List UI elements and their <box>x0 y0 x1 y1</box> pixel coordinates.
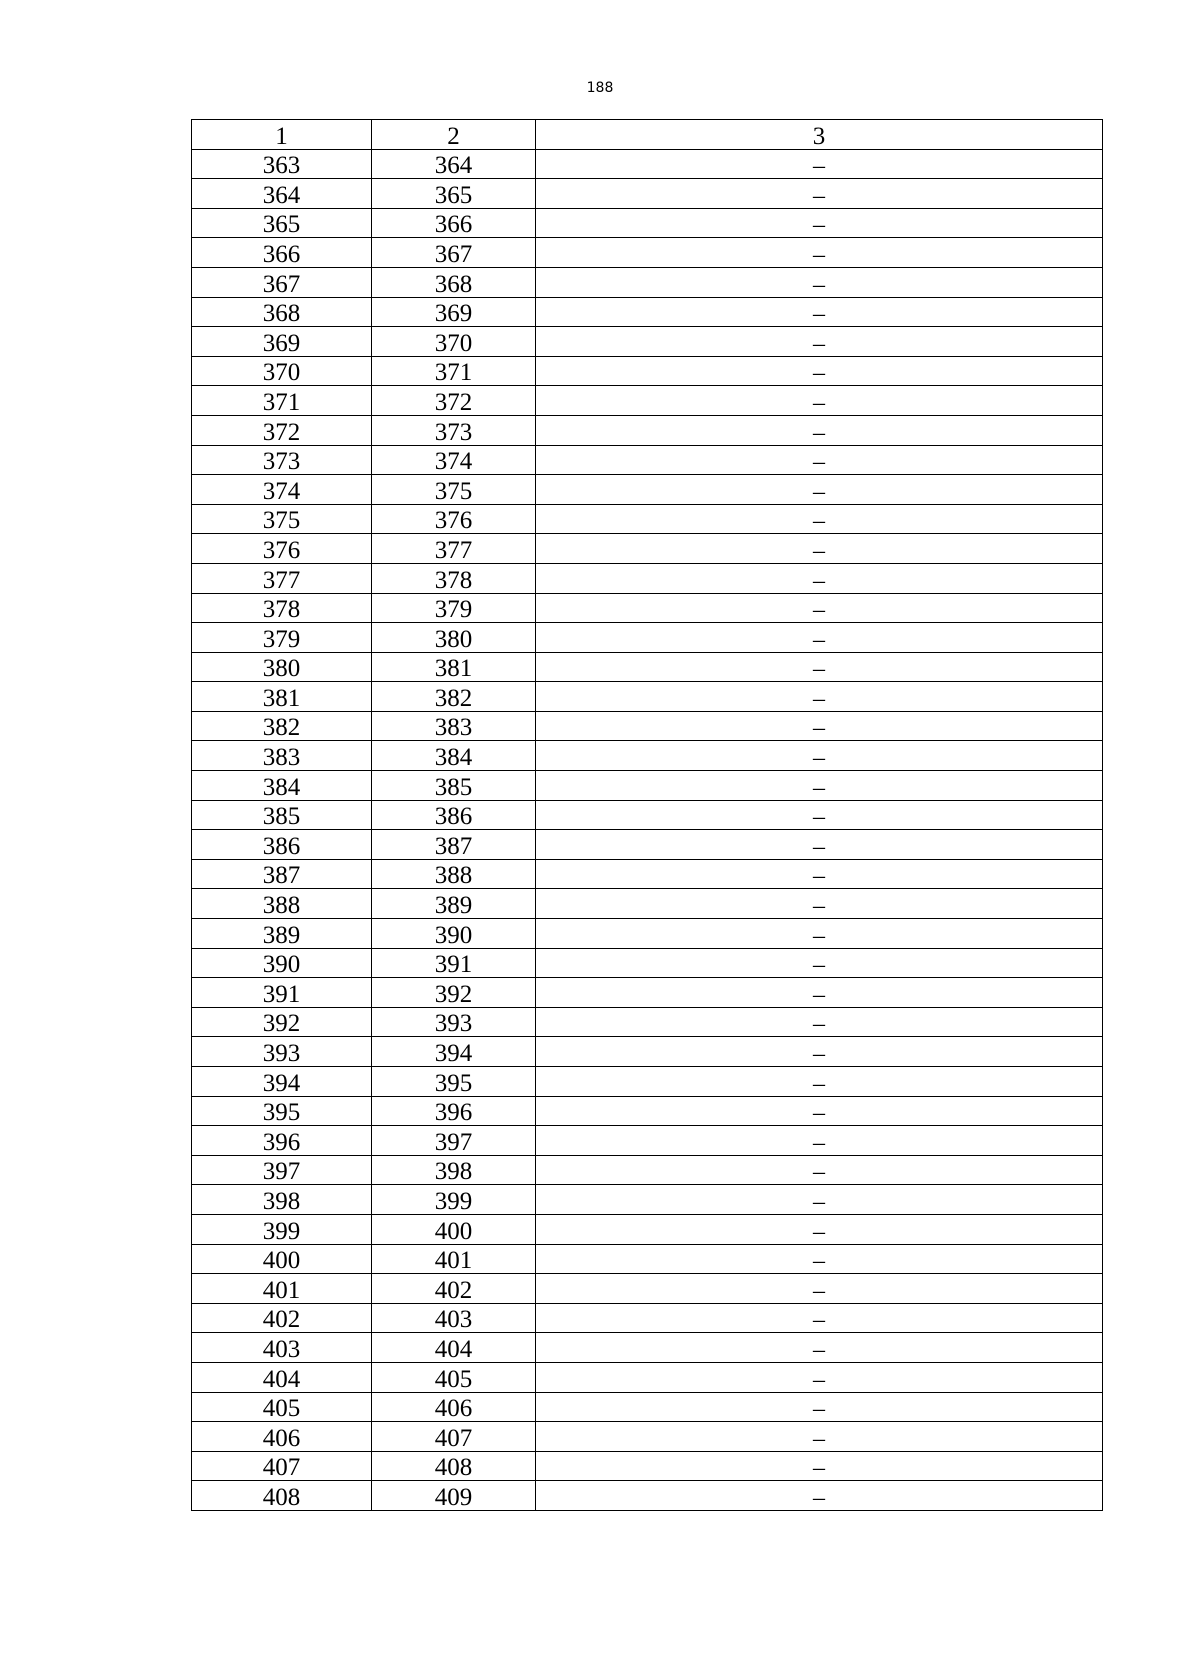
table-cell-col-2: 404 <box>372 1333 536 1363</box>
table-cell-col-3: – <box>536 1126 1103 1156</box>
table-cell-col-2: 378 <box>372 563 536 593</box>
table-cell-col-3: – <box>536 1333 1103 1363</box>
table-row <box>192 1037 1103 1067</box>
table-cell-col-1: 405 <box>192 1392 372 1422</box>
table-cell-col-1: 403 <box>192 1333 372 1363</box>
table-cell-col-1: 389 <box>192 919 372 949</box>
table-cell-col-1: 383 <box>192 741 372 771</box>
table-cell-col-1: 376 <box>192 534 372 564</box>
table-cell-col-3: – <box>536 1007 1103 1037</box>
table-cell-col-2: 368 <box>372 267 536 297</box>
table-cell-col-2: 370 <box>372 327 536 357</box>
table-cell-col-3: – <box>536 1037 1103 1067</box>
table-row <box>192 1333 1103 1363</box>
table-row <box>192 889 1103 919</box>
table-body <box>192 149 1103 1510</box>
table-row <box>192 1451 1103 1481</box>
table-row <box>192 179 1103 209</box>
table-cell-col-3: – <box>536 978 1103 1008</box>
table-cell-col-1: 366 <box>192 238 372 268</box>
table-cell-col-3: – <box>536 208 1103 238</box>
table-row <box>192 1007 1103 1037</box>
table-cell-col-3: – <box>536 830 1103 860</box>
table-cell-col-3: – <box>536 1303 1103 1333</box>
table-cell-col-1: 363 <box>192 149 372 179</box>
table-cell-col-3: – <box>536 593 1103 623</box>
table-row <box>192 238 1103 268</box>
table-cell-col-2: 392 <box>372 978 536 1008</box>
table-cell-col-1: 375 <box>192 504 372 534</box>
table-cell-col-1: 387 <box>192 859 372 889</box>
table-cell-col-1: 394 <box>192 1067 372 1097</box>
table-cell-col-3: – <box>536 889 1103 919</box>
table-cell-col-1: 368 <box>192 297 372 327</box>
table-cell-col-2: 401 <box>372 1244 536 1274</box>
table-cell-col-1: 367 <box>192 267 372 297</box>
table-cell-col-1: 371 <box>192 386 372 416</box>
table-row <box>192 386 1103 416</box>
table-cell-col-2: 365 <box>372 179 536 209</box>
table-cell-col-2: 381 <box>372 652 536 682</box>
table-cell-col-3: – <box>536 1481 1103 1511</box>
table-cell-col-2: 403 <box>372 1303 536 1333</box>
table-cell-col-3: – <box>536 1362 1103 1392</box>
table-cell-col-3: – <box>536 1422 1103 1452</box>
table-row <box>192 800 1103 830</box>
table-cell-col-1: 400 <box>192 1244 372 1274</box>
table-cell-col-1: 384 <box>192 771 372 801</box>
table-cell-col-2: 373 <box>372 415 536 445</box>
table-cell-col-3: – <box>536 504 1103 534</box>
table-row <box>192 504 1103 534</box>
table-row <box>192 1481 1103 1511</box>
table-header <box>192 120 1103 150</box>
table-cell-col-2: 409 <box>372 1481 536 1511</box>
table-cell-col-2: 395 <box>372 1067 536 1097</box>
table-cell-col-2: 387 <box>372 830 536 860</box>
table-cell-col-1: 392 <box>192 1007 372 1037</box>
table-cell-col-1: 378 <box>192 593 372 623</box>
table-cell-col-2: 380 <box>372 623 536 653</box>
table-cell-col-2: 399 <box>372 1185 536 1215</box>
table-cell-col-2: 390 <box>372 919 536 949</box>
table-row <box>192 1392 1103 1422</box>
page-number: 188 <box>586 80 614 96</box>
table-cell-col-3: – <box>536 415 1103 445</box>
table-row <box>192 1096 1103 1126</box>
table-cell-col-1: 372 <box>192 415 372 445</box>
table-cell-col-1: 386 <box>192 830 372 860</box>
table-cell-col-3: – <box>536 475 1103 505</box>
table-cell-col-2: 388 <box>372 859 536 889</box>
table-cell-col-3: – <box>536 179 1103 209</box>
table-cell-col-3: – <box>536 386 1103 416</box>
table-row <box>192 297 1103 327</box>
table-row <box>192 267 1103 297</box>
table-cell-col-3: – <box>536 563 1103 593</box>
table-cell-col-1: 370 <box>192 356 372 386</box>
table-row <box>192 563 1103 593</box>
table-cell-col-1: 404 <box>192 1362 372 1392</box>
table-cell-col-3: – <box>536 1244 1103 1274</box>
table-cell-col-2: 400 <box>372 1214 536 1244</box>
table-row <box>192 948 1103 978</box>
table-cell-col-3: – <box>536 445 1103 475</box>
table-cell-col-3: – <box>536 149 1103 179</box>
table-cell-col-1: 365 <box>192 208 372 238</box>
table-row <box>192 415 1103 445</box>
table-cell-col-1: 408 <box>192 1481 372 1511</box>
table-cell-col-2: 371 <box>372 356 536 386</box>
table-cell-col-2: 386 <box>372 800 536 830</box>
table-cell-col-2: 364 <box>372 149 536 179</box>
table-cell-col-3: – <box>536 771 1103 801</box>
table-cell-col-3: – <box>536 1096 1103 1126</box>
table-cell-col-1: 393 <box>192 1037 372 1067</box>
table-cell-col-3: – <box>536 327 1103 357</box>
table-cell-col-3: – <box>536 1067 1103 1097</box>
table-cell-col-1: 399 <box>192 1214 372 1244</box>
table-row <box>192 149 1103 179</box>
table-row <box>192 1155 1103 1185</box>
table-cell-col-3: – <box>536 859 1103 889</box>
table-row <box>192 711 1103 741</box>
table-row <box>192 682 1103 712</box>
table-cell-col-1: 397 <box>192 1155 372 1185</box>
table-cell-col-3: – <box>536 800 1103 830</box>
table-cell-col-2: 377 <box>372 534 536 564</box>
table-cell-col-3: – <box>536 711 1103 741</box>
table-cell-col-3: – <box>536 1451 1103 1481</box>
table-cell-col-3: – <box>536 948 1103 978</box>
table-row <box>192 1126 1103 1156</box>
table-row <box>192 1274 1103 1304</box>
data-table <box>191 119 1103 1511</box>
table-cell-col-1: 374 <box>192 475 372 505</box>
table-row <box>192 1214 1103 1244</box>
table-row <box>192 859 1103 889</box>
table-cell-col-3: – <box>536 741 1103 771</box>
table-cell-col-3: – <box>536 1214 1103 1244</box>
table-cell-col-3: – <box>536 297 1103 327</box>
table-cell-col-2: 406 <box>372 1392 536 1422</box>
table-row <box>192 208 1103 238</box>
table-cell-col-2: 366 <box>372 208 536 238</box>
table-cell-col-1: 406 <box>192 1422 372 1452</box>
table-row <box>192 327 1103 357</box>
table-row <box>192 356 1103 386</box>
table-cell-col-1: 388 <box>192 889 372 919</box>
table-cell-col-1: 407 <box>192 1451 372 1481</box>
table-row <box>192 475 1103 505</box>
table-cell-col-3: – <box>536 919 1103 949</box>
table-cell-col-1: 382 <box>192 711 372 741</box>
table-cell-col-3: – <box>536 1185 1103 1215</box>
table-header-row <box>192 120 1103 150</box>
table-row <box>192 593 1103 623</box>
table-row <box>192 1185 1103 1215</box>
table-cell-col-2: 372 <box>372 386 536 416</box>
table-cell-col-3: – <box>536 356 1103 386</box>
table-cell-col-2: 384 <box>372 741 536 771</box>
table-cell-col-2: 367 <box>372 238 536 268</box>
table-cell-col-2: 383 <box>372 711 536 741</box>
table-row <box>192 978 1103 1008</box>
table-cell-col-3: – <box>536 682 1103 712</box>
table-cell-col-2: 407 <box>372 1422 536 1452</box>
table-cell-col-2: 402 <box>372 1274 536 1304</box>
table-row <box>192 1362 1103 1392</box>
table-cell-col-1: 401 <box>192 1274 372 1304</box>
table-cell-col-3: – <box>536 534 1103 564</box>
table-cell-col-1: 369 <box>192 327 372 357</box>
table-cell-col-2: 376 <box>372 504 536 534</box>
table-cell-col-3: – <box>536 267 1103 297</box>
table-cell-col-3: – <box>536 652 1103 682</box>
table-cell-col-3: – <box>536 1155 1103 1185</box>
table-cell-col-2: 397 <box>372 1126 536 1156</box>
table-cell-col-2: 398 <box>372 1155 536 1185</box>
table-cell-col-2: 393 <box>372 1007 536 1037</box>
table-cell-col-2: 382 <box>372 682 536 712</box>
table-row <box>192 652 1103 682</box>
table-cell-col-1: 380 <box>192 652 372 682</box>
table-cell-col-1: 398 <box>192 1185 372 1215</box>
table-cell-col-2: 405 <box>372 1362 536 1392</box>
table-cell-col-3: – <box>536 1274 1103 1304</box>
table-cell-col-1: 391 <box>192 978 372 1008</box>
table-row <box>192 1067 1103 1097</box>
table-cell-col-2: 375 <box>372 475 536 505</box>
table-cell-col-3: – <box>536 623 1103 653</box>
table-row <box>192 919 1103 949</box>
table-cell-col-2: 369 <box>372 297 536 327</box>
table-row <box>192 771 1103 801</box>
table-cell-col-3: – <box>536 238 1103 268</box>
table-cell-col-2: 379 <box>372 593 536 623</box>
table-cell-col-2: 396 <box>372 1096 536 1126</box>
table-cell-col-1: 373 <box>192 445 372 475</box>
table-cell-col-2: 389 <box>372 889 536 919</box>
table-cell-col-2: 374 <box>372 445 536 475</box>
table-cell-col-1: 377 <box>192 563 372 593</box>
table-row <box>192 1244 1103 1274</box>
table-cell-col-2: 385 <box>372 771 536 801</box>
table-cell-col-1: 385 <box>192 800 372 830</box>
table-cell-col-1: 379 <box>192 623 372 653</box>
table-row <box>192 445 1103 475</box>
table-cell-col-2: 394 <box>372 1037 536 1067</box>
table-cell-col-1: 390 <box>192 948 372 978</box>
table-row <box>192 623 1103 653</box>
table-cell-col-1: 381 <box>192 682 372 712</box>
table-cell-col-1: 364 <box>192 179 372 209</box>
table-cell-col-1: 396 <box>192 1126 372 1156</box>
table-row <box>192 534 1103 564</box>
table-cell-col-1: 402 <box>192 1303 372 1333</box>
table-cell-col-2: 408 <box>372 1451 536 1481</box>
table-cell-col-2: 391 <box>372 948 536 978</box>
column-header-2: 2 <box>372 120 536 150</box>
table-cell-col-3: – <box>536 1392 1103 1422</box>
column-header-3: 3 <box>536 120 1103 150</box>
table-row <box>192 830 1103 860</box>
table-row <box>192 1303 1103 1333</box>
table-cell-col-1: 395 <box>192 1096 372 1126</box>
table-row <box>192 741 1103 771</box>
table-row <box>192 1422 1103 1452</box>
column-header-1: 1 <box>192 120 372 150</box>
